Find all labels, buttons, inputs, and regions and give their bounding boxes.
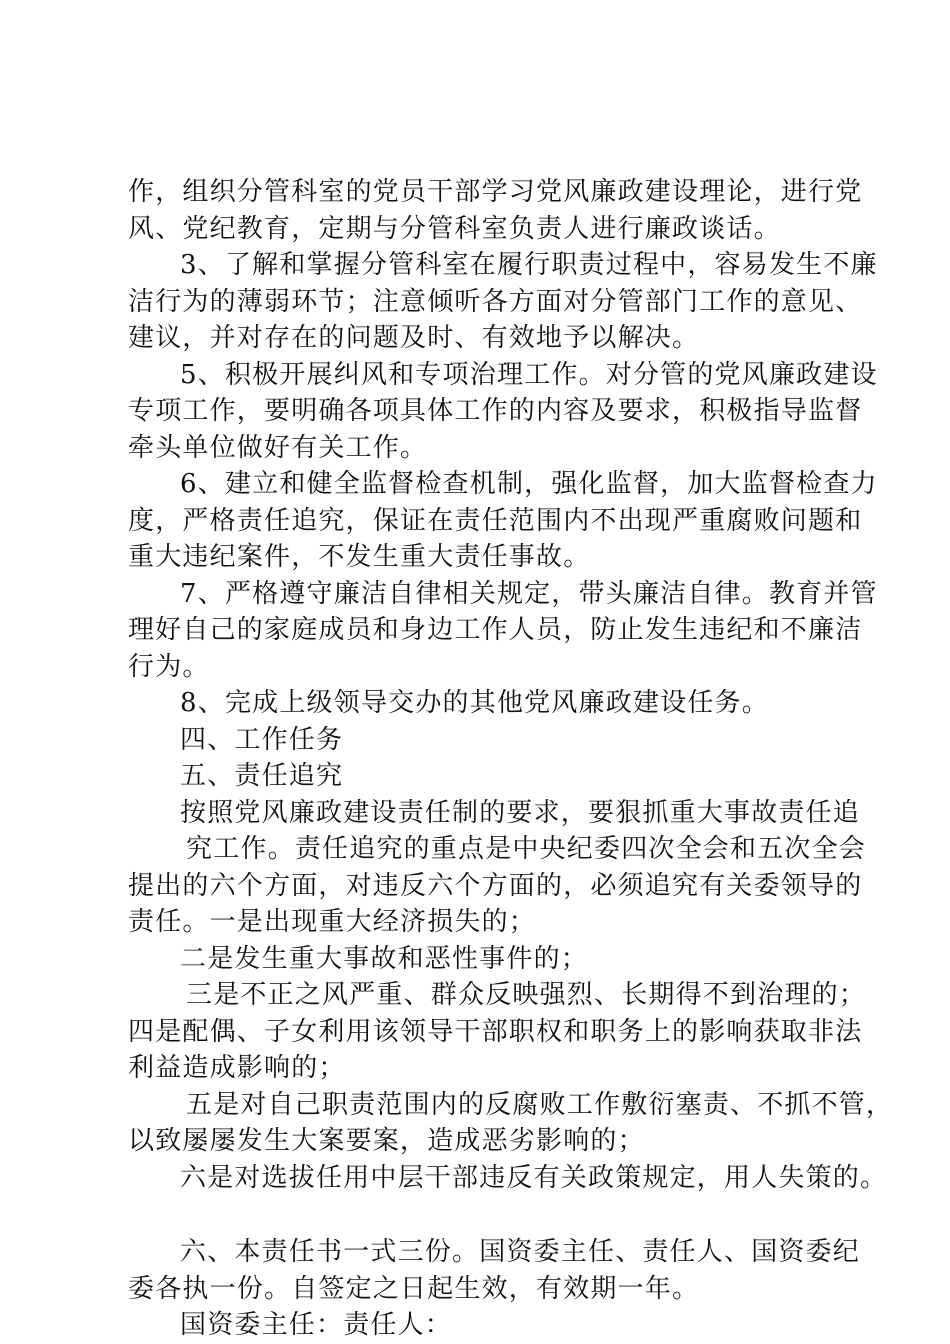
text-line: 四是配偶、子女利用该领导干部职权和职务上的影响获取非法: [128, 1016, 863, 1047]
section-heading: 五、责任追究: [180, 761, 344, 791]
text-line: 洁行为的薄弱环节；注意倾听各方面对分管部门工作的意见、: [128, 286, 863, 317]
text-line: 以致屡屡发生大案要案，造成恶劣影响的；: [128, 1126, 645, 1156]
paragraph-gap: [128, 1196, 848, 1234]
text-line: 度，严格责任追究，保证在责任范围内不出现严重腐败问题和: [128, 505, 863, 536]
text-line: 理好自己的家庭成员和身边工作人员，防止发生违纪和不廉洁: [128, 615, 863, 645]
text-line: 6、建立和健全监督检查机制，强化监督，加大监督检查力: [180, 469, 878, 499]
text-line: 牵头单位做好有关工作。: [128, 432, 428, 463]
text-line: 8、完成上级领导交办的其他党风廉政建设任务。: [180, 688, 769, 718]
text-line: 提出的六个方面，对违反六个方面的，必须追究有关委领导的: [128, 870, 863, 901]
text-line: 利益造成影响的；: [128, 1053, 346, 1083]
text-line: 作，组织分管科室的党员干部学习党风廉政建设理论，进行党: [128, 177, 863, 207]
text-line: 3、了解和掌握分管科室在履行职责过程中，容易发生不廉: [180, 250, 878, 280]
text-line: 5、积极开展纠风和专项治理工作。对分管的党风廉政建设: [180, 359, 878, 390]
text-line: 三是不正之风严重、群众反映强烈、长期得不到治理的；: [186, 980, 867, 1010]
text-line: 五是对自己职责范围内的反腐败工作敷衍塞责、不抓不管，: [186, 1089, 894, 1120]
text-line: 二是发生重大事故和恶性事件的；: [180, 943, 589, 974]
text-line: 建议，并对存在的问题及时、有效地予以解决。: [128, 323, 700, 353]
text-line: 六是对选拔任用中层干部违反有关政策规定，用人失策的。: [180, 1162, 888, 1193]
text-line: 委各执一份。自签定之日起生效，有效期一年。: [128, 1273, 700, 1304]
document-body: [128, 174, 894, 1344]
text-line: 行为。: [128, 651, 210, 682]
text-line: 专项工作，要明确各项具体工作的内容及要求，积极指导监督: [128, 396, 863, 426]
text-line: 按照党风廉政建设责任制的要求，要狠抓重大事故责任追: [180, 797, 861, 828]
signature-line: 国资委主任：责任人：: [180, 1310, 453, 1340]
text-line: 7、严格遵守廉洁自律相关规定，带头廉洁自律。教育并管: [180, 578, 878, 609]
section-heading: 四、工作任务: [180, 724, 344, 755]
text-line: 重大违纪案件，不发生重大责任事故。: [128, 542, 591, 572]
text-line: 究工作。责任追究的重点是中央纪委四次全会和五次全会: [186, 834, 867, 864]
text-line: 六、本责任书一式三份。国资委主任、责任人、国资委纪: [180, 1237, 861, 1267]
text-line: 责任。一是出现重大经济损失的；: [128, 907, 537, 937]
text-line: 风、党纪教育，定期与分管科室负责人进行廉政谈话。: [128, 213, 781, 244]
